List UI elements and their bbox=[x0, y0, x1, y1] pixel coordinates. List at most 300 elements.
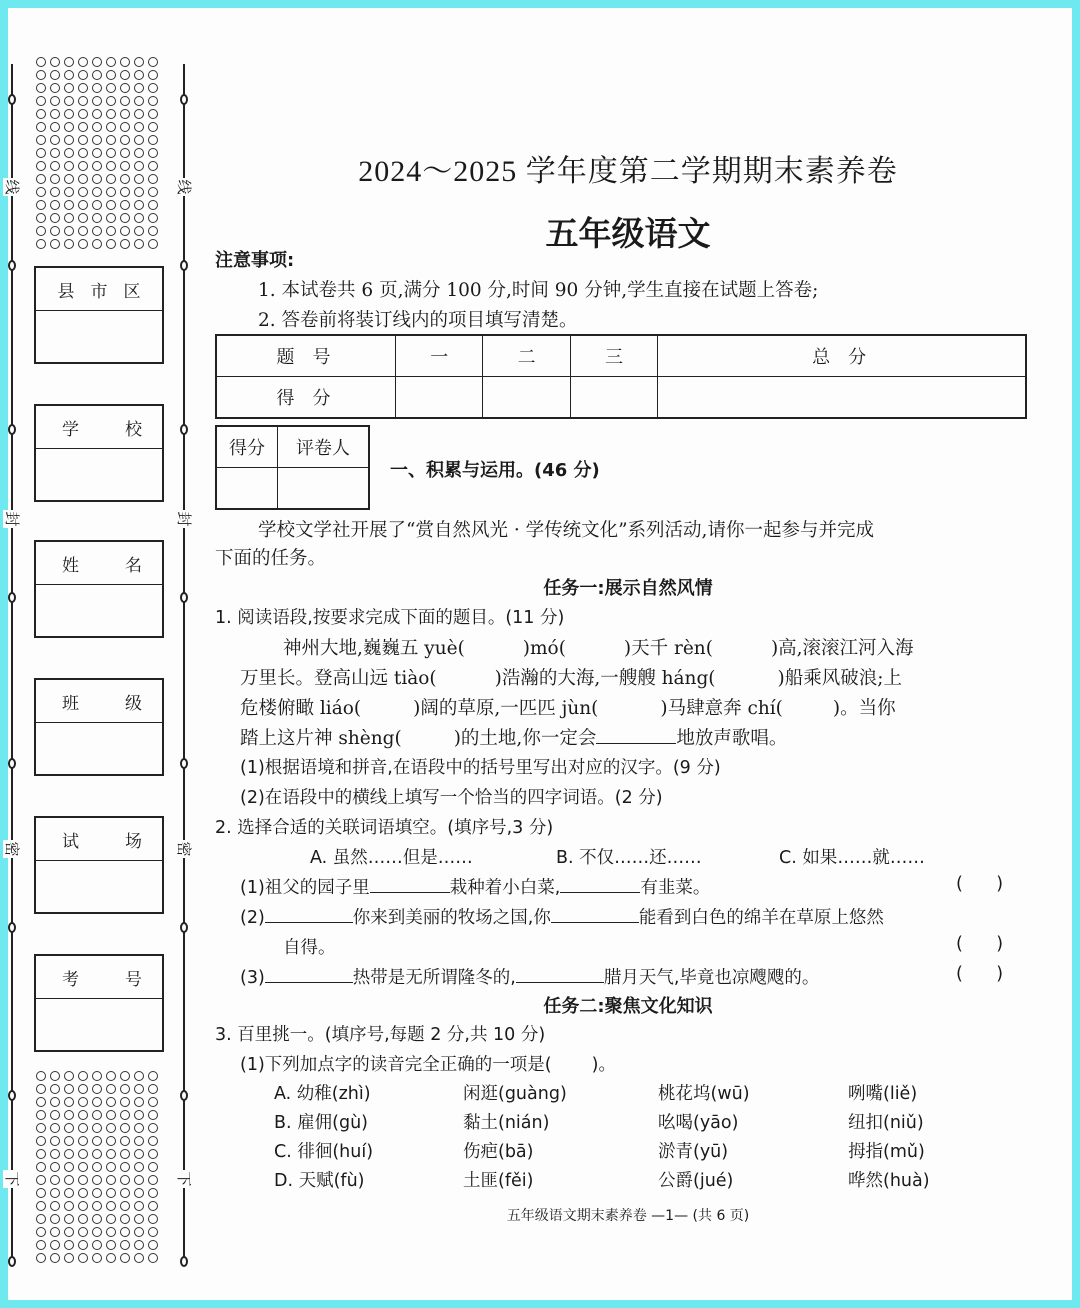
binding-hole-icon bbox=[180, 94, 188, 105]
dot-circle-icon bbox=[78, 1240, 88, 1250]
binding-label: 线 bbox=[175, 179, 193, 195]
dot-circle-icon bbox=[120, 57, 130, 67]
dot-circle-icon bbox=[50, 239, 60, 249]
dot-circle-icon bbox=[64, 122, 74, 132]
dot-circle-icon bbox=[78, 161, 88, 171]
field-label: 考 bbox=[62, 969, 79, 990]
dot-circle-icon bbox=[36, 1084, 46, 1094]
dot-circle-icon bbox=[92, 109, 102, 119]
dot-circle-icon bbox=[78, 1071, 88, 1081]
dot-circle-icon bbox=[134, 70, 144, 80]
dot-circle-icon bbox=[78, 1084, 88, 1094]
pronunciation-option: 伤疤(bā) bbox=[463, 1142, 534, 1162]
dot-circle-icon bbox=[78, 122, 88, 132]
dot-circle-icon bbox=[120, 148, 130, 158]
name-input[interactable] bbox=[36, 585, 162, 637]
conjunction-blank[interactable] bbox=[265, 904, 353, 923]
dot-circle-icon bbox=[78, 174, 88, 184]
binding-hole-icon bbox=[8, 1090, 16, 1101]
dot-circle-icon bbox=[36, 109, 46, 119]
passage-line: 危楼俯瞰 liáo( )阔的草原,一匹匹 jùn( )马肆意奔 chí( )。当你 bbox=[240, 698, 896, 719]
dot-circle-icon bbox=[78, 239, 88, 249]
binding-hole-icon bbox=[180, 922, 188, 933]
conjunction-blank[interactable] bbox=[370, 874, 450, 893]
dot-circle-icon bbox=[106, 1149, 116, 1159]
dot-circle-icon bbox=[148, 1110, 158, 1120]
dot-circle-icon bbox=[120, 200, 130, 210]
dot-circle-icon bbox=[50, 1253, 60, 1263]
dot-circle-icon bbox=[148, 1253, 158, 1263]
exam-subject: 五年级语文 bbox=[545, 214, 711, 253]
dot-circle-icon bbox=[50, 1136, 60, 1146]
dot-circle-icon bbox=[106, 148, 116, 158]
binding-hole-icon bbox=[8, 94, 16, 105]
dot-circle-icon bbox=[134, 1162, 144, 1172]
dot-circle-icon bbox=[106, 226, 116, 236]
dot-circle-icon bbox=[64, 1071, 74, 1081]
q2-item-3: (3) 热带是无所谓隆冬的, 腊月天气,毕竟也凉飕飕的。 bbox=[240, 964, 819, 989]
dot-circle-icon bbox=[92, 1071, 102, 1081]
dot-circle-icon bbox=[120, 1240, 130, 1250]
dot-circle-icon bbox=[36, 1227, 46, 1237]
passage-line: 踏上这片神 shèng( )的土地,你一定会 地放声歌唱。 bbox=[240, 724, 787, 750]
dot-circle-icon bbox=[120, 96, 130, 106]
score-cell-3[interactable] bbox=[570, 377, 657, 419]
dot-circle-icon bbox=[148, 174, 158, 184]
dot-circle-icon bbox=[106, 1162, 116, 1172]
binding-hole-icon bbox=[8, 592, 16, 603]
dot-circle-icon bbox=[120, 187, 130, 197]
dot-circle-icon bbox=[106, 1214, 116, 1224]
dot-circle-icon bbox=[50, 1188, 60, 1198]
dot-circle-icon bbox=[106, 1175, 116, 1185]
dot-circle-icon bbox=[78, 135, 88, 145]
class-input[interactable] bbox=[36, 723, 162, 775]
dot-circle-icon bbox=[92, 226, 102, 236]
idiom-blank[interactable] bbox=[596, 725, 676, 744]
dot-circle-icon bbox=[92, 1253, 102, 1263]
dot-circle-icon bbox=[148, 1071, 158, 1081]
dot-circle-icon bbox=[134, 1071, 144, 1081]
dot-circle-icon bbox=[92, 1175, 102, 1185]
answer-paren[interactable]: ( ) bbox=[956, 964, 1004, 984]
grader-name-cell[interactable] bbox=[278, 468, 370, 510]
pronunciation-option: 闲逛(guàng) bbox=[463, 1084, 567, 1104]
dot-circle-icon bbox=[106, 1227, 116, 1237]
dot-circle-icon bbox=[50, 57, 60, 67]
dot-circle-icon bbox=[78, 1201, 88, 1211]
dot-circle-icon bbox=[36, 1110, 46, 1120]
dot-circle-icon bbox=[92, 1162, 102, 1172]
dot-circle-icon bbox=[120, 1175, 130, 1185]
dot-circle-icon bbox=[36, 213, 46, 223]
dot-circle-icon bbox=[106, 1253, 116, 1263]
dot-circle-icon bbox=[36, 1188, 46, 1198]
dot-circle-icon bbox=[148, 187, 158, 197]
dot-circle-icon bbox=[92, 187, 102, 197]
dot-circle-icon bbox=[36, 1162, 46, 1172]
dot-circle-icon bbox=[78, 96, 88, 106]
dot-circle-icon bbox=[64, 1214, 74, 1224]
dot-circle-icon bbox=[134, 161, 144, 171]
dot-circle-icon bbox=[78, 1097, 88, 1107]
dot-circle-icon bbox=[120, 122, 130, 132]
field-name bbox=[34, 540, 164, 638]
q2-item-2: (2) 你来到美丽的牧场之国,你 能看到白色的绵羊在草原上悠然 bbox=[240, 904, 884, 929]
school-input[interactable] bbox=[36, 449, 162, 501]
dot-circle-icon bbox=[50, 96, 60, 106]
dot-circle-icon bbox=[64, 1110, 74, 1120]
dot-circle-icon bbox=[120, 1084, 130, 1094]
dot-circle-icon bbox=[120, 1188, 130, 1198]
field-label: 学 bbox=[62, 419, 79, 440]
dot-circle-icon bbox=[64, 200, 74, 210]
dot-circle-icon bbox=[120, 1201, 130, 1211]
dot-circle-icon bbox=[134, 1149, 144, 1159]
dot-circle-icon bbox=[36, 239, 46, 249]
exam-page bbox=[3, 8, 1072, 1300]
dot-circle-icon bbox=[134, 213, 144, 223]
binding-hole-icon bbox=[180, 1256, 188, 1267]
answer-dot-grid bbox=[34, 1070, 158, 1264]
field-label: 市 bbox=[90, 281, 108, 302]
dot-circle-icon bbox=[64, 226, 74, 236]
field-label: 号 bbox=[125, 969, 142, 990]
dot-circle-icon bbox=[106, 109, 116, 119]
dot-circle-icon bbox=[106, 135, 116, 145]
dot-circle-icon bbox=[134, 174, 144, 184]
score-header-cell: 题号 bbox=[216, 335, 396, 377]
dot-circle-icon bbox=[106, 174, 116, 184]
dot-circle-icon bbox=[64, 1162, 74, 1172]
conjunction-blank[interactable] bbox=[551, 904, 639, 923]
dot-circle-icon bbox=[120, 1110, 130, 1120]
dot-circle-icon bbox=[120, 161, 130, 171]
dot-circle-icon bbox=[78, 83, 88, 93]
dot-circle-icon bbox=[36, 96, 46, 106]
dot-circle-icon bbox=[50, 70, 60, 80]
dot-circle-icon bbox=[148, 109, 158, 119]
dot-circle-icon bbox=[64, 1149, 74, 1159]
dot-circle-icon bbox=[36, 1214, 46, 1224]
field-exam-room bbox=[34, 816, 164, 914]
score-cell-2[interactable] bbox=[483, 377, 570, 419]
binding-label: 下 bbox=[175, 1171, 193, 1187]
dot-circle-icon bbox=[134, 1084, 144, 1094]
dot-circle-icon bbox=[50, 187, 60, 197]
binding-hole-icon bbox=[180, 424, 188, 435]
score-cell-1[interactable] bbox=[396, 377, 483, 419]
dot-circle-icon bbox=[134, 1097, 144, 1107]
binding-hole-icon bbox=[8, 424, 16, 435]
sub-question: (2)在语段中的横线上填写一个恰当的四字词语。(2 分) bbox=[240, 788, 663, 808]
binding-hole-icon bbox=[8, 1256, 16, 1267]
dot-circle-icon bbox=[92, 1123, 102, 1133]
notice-item: 2. 答卷前将装订线内的项目填写清楚。 bbox=[258, 310, 578, 331]
dot-circle-icon bbox=[120, 1149, 130, 1159]
dot-circle-icon bbox=[36, 187, 46, 197]
field-county bbox=[34, 266, 164, 364]
grader-box bbox=[215, 425, 370, 510]
question-3-stem: 3. 百里挑一。(填序号,每题 2 分,共 10 分) bbox=[215, 1025, 546, 1045]
pronunciation-option: C. 徘徊(huí) bbox=[274, 1142, 374, 1162]
dot-circle-icon bbox=[120, 1253, 130, 1263]
dot-circle-icon bbox=[148, 213, 158, 223]
dot-circle-icon bbox=[120, 83, 130, 93]
pronunciation-option: 黏土(nián) bbox=[463, 1113, 550, 1133]
dot-circle-icon bbox=[148, 57, 158, 67]
dot-circle-icon bbox=[50, 1110, 60, 1120]
dot-circle-icon bbox=[148, 1227, 158, 1237]
dot-circle-icon bbox=[92, 1214, 102, 1224]
dot-circle-icon bbox=[106, 200, 116, 210]
intro-text: 下面的任务。 bbox=[215, 548, 327, 569]
sub-question: (1)根据语境和拼音,在语段中的括号里写出对应的汉字。(9 分) bbox=[240, 758, 721, 778]
dot-circle-icon bbox=[120, 1071, 130, 1081]
dot-circle-icon bbox=[120, 239, 130, 249]
dot-circle-icon bbox=[106, 187, 116, 197]
field-school bbox=[34, 404, 164, 502]
dot-circle-icon bbox=[92, 70, 102, 80]
dot-circle-icon bbox=[64, 1188, 74, 1198]
intro-text: 学校文学社开展了“赏自然风光 · 学传统文化”系列活动,请你一起参与并完成 bbox=[258, 520, 874, 541]
answer-paren[interactable]: ( ) bbox=[956, 874, 1004, 894]
dot-circle-icon bbox=[64, 148, 74, 158]
field-exam-number bbox=[34, 954, 164, 1052]
dot-circle-icon bbox=[134, 1136, 144, 1146]
binding-label: 封 bbox=[175, 511, 193, 527]
dot-circle-icon bbox=[50, 148, 60, 158]
grader-name-label: 评卷人 bbox=[278, 426, 370, 468]
dot-circle-icon bbox=[92, 96, 102, 106]
q2-item-2-cont: 自得。 bbox=[283, 938, 336, 958]
dot-circle-icon bbox=[50, 213, 60, 223]
binding-hole-icon bbox=[8, 260, 16, 271]
dot-circle-icon bbox=[106, 1188, 116, 1198]
q2-item-1: (1)祖父的园子里 栽种着小白菜, 有韭菜。 bbox=[240, 874, 710, 899]
dot-circle-icon bbox=[106, 1201, 116, 1211]
binding-hole-icon bbox=[180, 260, 188, 271]
conjunction-blank[interactable] bbox=[516, 964, 604, 983]
dot-circle-icon bbox=[36, 83, 46, 93]
dot-circle-icon bbox=[50, 1214, 60, 1224]
field-label: 校 bbox=[125, 419, 142, 440]
dot-circle-icon bbox=[78, 1123, 88, 1133]
field-label: 班 bbox=[62, 693, 79, 714]
dot-circle-icon bbox=[148, 1136, 158, 1146]
passage-line: 万里长。登高山远 tiào( )浩瀚的大海,一艘艘 háng( )船乘风破浪;上 bbox=[240, 668, 902, 689]
notice-heading: 注意事项: bbox=[215, 250, 295, 271]
field-label: 场 bbox=[125, 831, 142, 852]
dot-circle-icon bbox=[148, 135, 158, 145]
score-table-score-row bbox=[216, 377, 1026, 419]
dot-circle-icon bbox=[78, 1188, 88, 1198]
dot-circle-icon bbox=[50, 1149, 60, 1159]
dot-circle-icon bbox=[64, 1084, 74, 1094]
dot-circle-icon bbox=[92, 57, 102, 67]
dot-circle-icon bbox=[50, 135, 60, 145]
dot-circle-icon bbox=[106, 213, 116, 223]
dot-circle-icon bbox=[120, 1097, 130, 1107]
dot-circle-icon bbox=[50, 1123, 60, 1133]
dot-circle-icon bbox=[148, 1149, 158, 1159]
dot-circle-icon bbox=[106, 96, 116, 106]
dot-circle-icon bbox=[64, 1227, 74, 1237]
dot-circle-icon bbox=[64, 1097, 74, 1107]
dot-circle-icon bbox=[64, 109, 74, 119]
dot-circle-icon bbox=[78, 1253, 88, 1263]
answer-paren[interactable]: ( ) bbox=[956, 934, 1004, 954]
grader-score-cell[interactable] bbox=[216, 468, 278, 510]
dot-circle-icon bbox=[134, 200, 144, 210]
dot-circle-icon bbox=[50, 83, 60, 93]
pronunciation-option: B. 雇佣(gù) bbox=[274, 1113, 368, 1133]
binding-hole-icon bbox=[180, 1090, 188, 1101]
dot-circle-icon bbox=[78, 213, 88, 223]
dot-circle-icon bbox=[64, 83, 74, 93]
dot-circle-icon bbox=[50, 1227, 60, 1237]
dot-circle-icon bbox=[78, 1110, 88, 1120]
dot-circle-icon bbox=[92, 200, 102, 210]
dot-circle-icon bbox=[36, 1201, 46, 1211]
dot-circle-icon bbox=[36, 70, 46, 80]
dot-circle-icon bbox=[120, 174, 130, 184]
dot-circle-icon bbox=[106, 1097, 116, 1107]
dot-circle-icon bbox=[134, 57, 144, 67]
dot-circle-icon bbox=[92, 161, 102, 171]
dot-circle-icon bbox=[92, 1084, 102, 1094]
option-b: B. 不仅……还…… bbox=[556, 848, 702, 868]
dot-circle-icon bbox=[106, 70, 116, 80]
dot-circle-icon bbox=[36, 1097, 46, 1107]
dot-circle-icon bbox=[120, 135, 130, 145]
pronunciation-option: D. 天赋(fù) bbox=[274, 1171, 365, 1191]
dot-circle-icon bbox=[134, 187, 144, 197]
binding-hole-icon bbox=[180, 592, 188, 603]
dot-circle-icon bbox=[134, 1188, 144, 1198]
field-label: 级 bbox=[125, 693, 142, 714]
dot-circle-icon bbox=[36, 226, 46, 236]
dot-circle-icon bbox=[134, 148, 144, 158]
county-input[interactable] bbox=[36, 311, 162, 363]
dot-circle-icon bbox=[64, 239, 74, 249]
binding-hole-icon bbox=[8, 758, 16, 769]
dot-circle-icon bbox=[148, 83, 158, 93]
dot-circle-icon bbox=[148, 1214, 158, 1224]
passage-line: 神州大地,巍巍五 yuè( )mó( )天千 rèn( )高,滚滚江河入海 bbox=[283, 638, 914, 659]
exam-number-input[interactable] bbox=[36, 999, 162, 1051]
dot-circle-icon bbox=[36, 1071, 46, 1081]
section-heading: 一、积累与运用。(46 分) bbox=[390, 460, 600, 481]
dot-circle-icon bbox=[92, 83, 102, 93]
dot-circle-icon bbox=[36, 174, 46, 184]
dot-circle-icon bbox=[120, 1227, 130, 1237]
dot-circle-icon bbox=[64, 187, 74, 197]
dot-circle-icon bbox=[64, 1253, 74, 1263]
dot-circle-icon bbox=[92, 1201, 102, 1211]
dot-circle-icon bbox=[134, 1214, 144, 1224]
dot-circle-icon bbox=[148, 122, 158, 132]
inner-binding-line bbox=[183, 64, 185, 1264]
dot-circle-icon bbox=[148, 1123, 158, 1133]
dot-circle-icon bbox=[134, 96, 144, 106]
dot-circle-icon bbox=[148, 96, 158, 106]
dot-circle-icon bbox=[120, 1162, 130, 1172]
field-label: 名 bbox=[125, 555, 142, 576]
option-a: A. 虽然……但是…… bbox=[310, 848, 473, 868]
dot-circle-icon bbox=[148, 1175, 158, 1185]
dot-circle-icon bbox=[50, 200, 60, 210]
conjunction-blank[interactable] bbox=[560, 874, 640, 893]
pronunciation-option: 桃花坞(wū) bbox=[658, 1084, 750, 1104]
dot-circle-icon bbox=[134, 1253, 144, 1263]
dot-circle-icon bbox=[134, 135, 144, 145]
score-row-label: 得分 bbox=[216, 377, 396, 419]
dot-circle-icon bbox=[36, 1123, 46, 1133]
dot-circle-icon bbox=[134, 1110, 144, 1120]
grader-score-label: 得分 bbox=[216, 426, 278, 468]
dot-circle-icon bbox=[92, 148, 102, 158]
dot-circle-icon bbox=[134, 83, 144, 93]
dot-circle-icon bbox=[64, 213, 74, 223]
dot-circle-icon bbox=[36, 148, 46, 158]
outer-binding-line bbox=[11, 64, 13, 1264]
dot-circle-icon bbox=[148, 1240, 158, 1250]
dot-circle-icon bbox=[148, 148, 158, 158]
conjunction-blank[interactable] bbox=[265, 964, 353, 983]
exam-room-input[interactable] bbox=[36, 861, 162, 913]
dot-circle-icon bbox=[134, 109, 144, 119]
dot-circle-icon bbox=[92, 1240, 102, 1250]
dot-circle-icon bbox=[120, 1123, 130, 1133]
dot-circle-icon bbox=[134, 239, 144, 249]
dot-circle-icon bbox=[120, 1214, 130, 1224]
dot-circle-icon bbox=[36, 122, 46, 132]
q3-sub-1: (1)下列加点字的读音完全正确的一项是( )。 bbox=[240, 1055, 616, 1075]
pronunciation-option: 土匪(fěi) bbox=[463, 1171, 534, 1191]
dot-circle-icon bbox=[78, 1175, 88, 1185]
dot-circle-icon bbox=[106, 1136, 116, 1146]
dot-circle-icon bbox=[64, 1240, 74, 1250]
dot-circle-icon bbox=[120, 213, 130, 223]
dot-circle-icon bbox=[78, 226, 88, 236]
dot-circle-icon bbox=[134, 1227, 144, 1237]
dot-circle-icon bbox=[64, 70, 74, 80]
dot-circle-icon bbox=[148, 161, 158, 171]
pronunciation-option: 哗然(huà) bbox=[848, 1171, 930, 1191]
dot-circle-icon bbox=[106, 1071, 116, 1081]
binding-label: 密 bbox=[3, 841, 21, 857]
dot-circle-icon bbox=[78, 1149, 88, 1159]
dot-circle-icon bbox=[134, 226, 144, 236]
dot-circle-icon bbox=[78, 1214, 88, 1224]
question-1-stem: 1. 阅读语段,按要求完成下面的题目。(11 分) bbox=[215, 608, 565, 628]
dot-circle-icon bbox=[106, 1084, 116, 1094]
dot-circle-icon bbox=[50, 1240, 60, 1250]
dot-circle-icon bbox=[120, 70, 130, 80]
field-label: 县 bbox=[57, 281, 75, 302]
pronunciation-option: 吆喝(yāo) bbox=[658, 1113, 739, 1133]
dot-circle-icon bbox=[36, 1240, 46, 1250]
dot-circle-icon bbox=[78, 70, 88, 80]
exam-title: 2024～2025 学年度第二学期期末素养卷 bbox=[358, 155, 898, 188]
dot-circle-icon bbox=[106, 122, 116, 132]
dot-circle-icon bbox=[148, 1162, 158, 1172]
pronunciation-option: 淤青(yū) bbox=[658, 1142, 729, 1162]
dot-circle-icon bbox=[92, 1136, 102, 1146]
dot-circle-icon bbox=[78, 1227, 88, 1237]
score-cell-total[interactable] bbox=[658, 377, 1026, 419]
